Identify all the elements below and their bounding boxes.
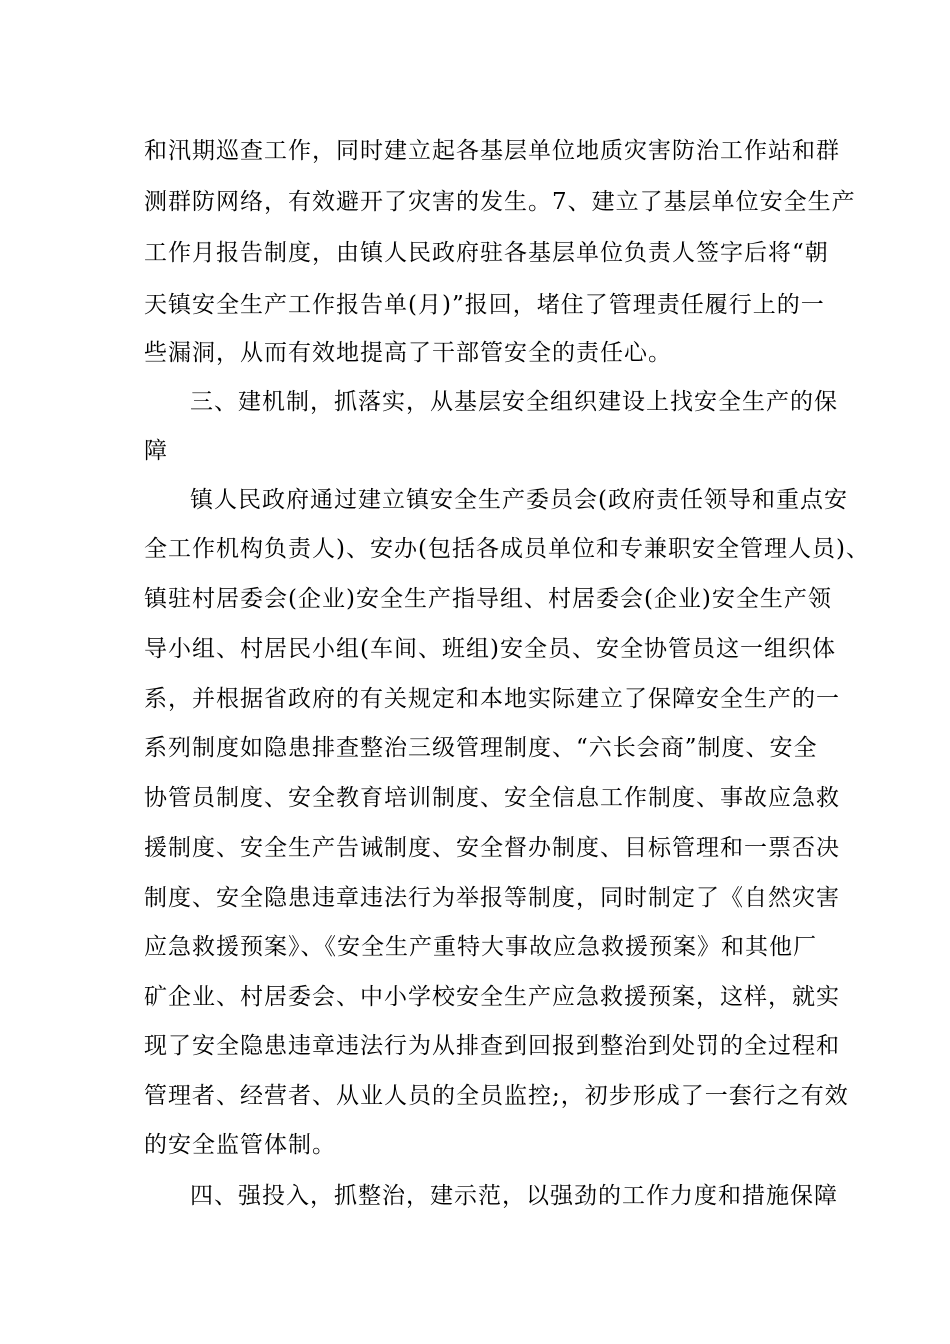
text-line: 矿企业、村居委会、中小学校安全生产应急救援预案，这样，就实 [144,984,840,1010]
text-line: 系，并根据省政府的有关规定和本地实际建立了保障安全生产的一 [144,686,840,712]
text-line: 制度、安全隐患违章违法行为举报等制度，同时制定了《自然灾害 [144,885,840,911]
text-line: 援制度、安全生产告诫制度、安全督办制度、目标管理和一票否决 [144,835,840,861]
text-line: 天镇安全生产工作报告单(月)”报回，堵住了管理责任履行上的一 [144,292,825,318]
section-heading: 四、强投入，抓整治，建示范，以强劲的工作力度和措施保障 [190,1183,838,1209]
section-heading-continued: 障 [144,438,168,464]
section-heading: 三、建机制，抓落实，从基层安全组织建设上找安全生产的保 [190,389,838,415]
text-line: 测群防网络，有效避开了灾害的发生。7、建立了基层单位安全生产 [144,189,856,215]
text-line: 镇驻村居委会(企业)安全生产指导组、村居委会(企业)安全生产领 [144,586,832,612]
text-line: 应急救援预案》、《安全生产重特大事故应急救援预案》和其他厂 [144,934,817,960]
text-line: 系列制度如隐患排查整治三级管理制度、“六长会商”制度、安全 [144,735,818,761]
text-line: 些漏洞，从而有效地提高了干部管安全的责任心。 [144,340,672,366]
text-line: 和汛期巡查工作，同时建立起各基层单位地质灾害防治工作站和群 [144,138,840,164]
text-line: 管理者、经营者、从业人员的全员监控;，初步形成了一套行之有效 [144,1083,849,1109]
text-line: 协管员制度、安全教育培训制度、安全信息工作制度、事故应急救 [144,785,840,811]
text-line: 全工作机构负责人)、安办(包括各成员单位和专兼职安全管理人员)、 [144,536,870,562]
text-line: 工作月报告制度，由镇人民政府驻各基层单位负责人签字后将“朝 [144,240,829,266]
text-line: 现了安全隐患违章违法行为从排查到回报到整治到处罚的全过程和 [144,1033,840,1059]
text-line: 的安全监管体制。 [144,1132,336,1158]
text-line: 导小组、村居民小组(车间、班组)安全员、安全协管员这一组织体 [144,636,836,662]
paragraph-start: 镇人民政府通过建立镇安全生产委员会(政府责任领导和重点安 [190,487,848,513]
